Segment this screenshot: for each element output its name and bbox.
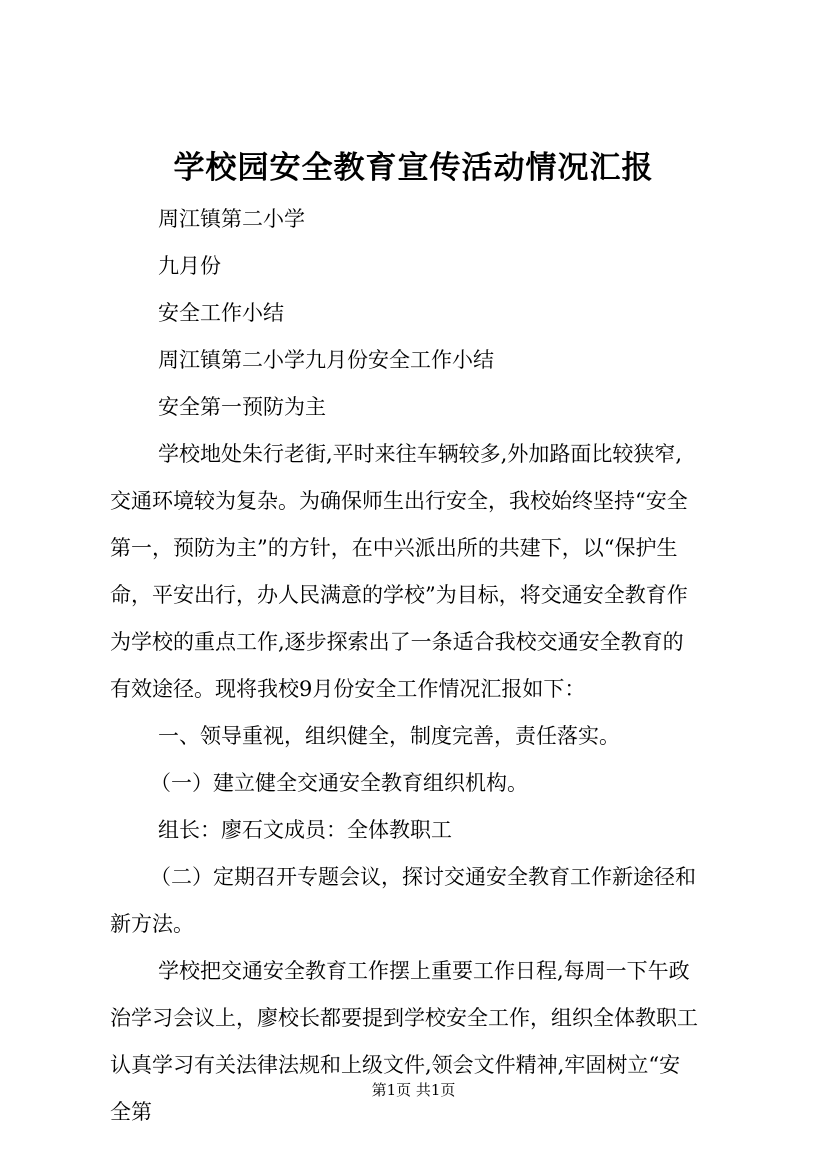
subsection-heading: （一）建立健全交通安全教育组织机构。: [150, 771, 528, 795]
school-name-line: 周江镇第二小学: [158, 207, 305, 231]
paragraph-line: 交通环境较为复杂。为确保师生出行安全，我校始终坚持“安全: [110, 489, 688, 513]
document-title: 学校园安全教育宣传活动情况汇报: [173, 150, 654, 186]
section-heading: 一、领导重视，组织健全，制度完善，责任落实。: [158, 724, 620, 748]
month-line: 九月份: [158, 254, 221, 278]
subsection-heading: （二）定期召开专题会议，探讨交通安全教育工作新途径和: [150, 865, 696, 889]
paragraph-line: 为学校的重点工作,逐步探索出了一条适合我校交通安全教育的: [110, 630, 684, 654]
summary-label-line: 安全工作小结: [158, 301, 284, 325]
paragraph-line: 新方法。: [110, 912, 194, 936]
summary-title-line: 周江镇第二小学九月份安全工作小结: [158, 348, 494, 372]
paragraph-line: 命，平安出行，办人民满意的学校”为目标，将交通安全教育作: [110, 583, 688, 607]
paragraph-line: 治学习会议上，廖校长都要提到学校安全工作，组织全体教职工: [110, 1006, 698, 1030]
motto-line: 安全第一预防为主: [158, 395, 326, 419]
paragraph-line: 学校地处朱行老街,平时来往车辆较多,外加路面比较狭窄,: [158, 442, 683, 466]
paragraph-line: 第一，预防为主”的方针，在中兴派出所的共建下，以“保护生: [110, 536, 678, 560]
paragraph-line: 全第: [110, 1100, 152, 1124]
page-number-footer: 第1页 共1页: [371, 1081, 456, 1099]
paragraph-line: 有效途径。现将我校9月份安全工作情况汇报如下：: [110, 677, 586, 701]
document-body: [110, 196, 724, 1136]
paragraph-line: 学校把交通安全教育工作摆上重要工作日程,每周一下午政: [158, 959, 690, 983]
team-members-line: 组长：廖石文成员：全体教职工: [158, 818, 452, 842]
paragraph-line: 认真学习有关法律法规和上级文件,领会文件精神,牢固树立“安: [110, 1053, 681, 1077]
